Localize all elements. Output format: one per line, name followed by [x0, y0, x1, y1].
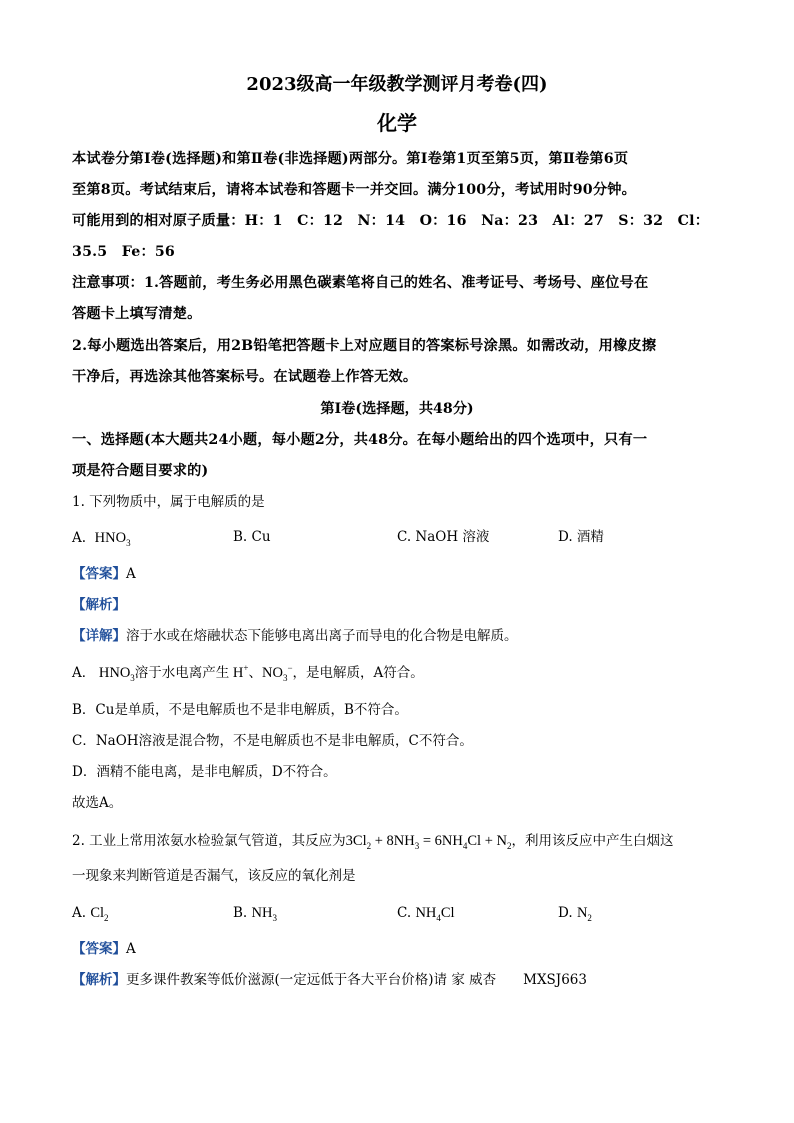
q2-answer	[72, 943, 136, 957]
q1-detail-text: 溶于水或在熔融状态下能够电离出离子而导电的化合物是电解质。	[126, 628, 518, 644]
n2-formula: $N_2$	[576, 905, 592, 923]
intro-line-2: 至第8页。考试结束后，请将本试卷和答题卡一并交回。满分100分，考试用时90分钟。	[72, 182, 636, 198]
q2-option-c	[397, 906, 455, 921]
q2-stem-2: 一现象来判断管道是否漏气，该反应的氧化剂是	[72, 868, 356, 884]
q1-explain-a-end: ，是电解质，A符合。	[292, 665, 424, 681]
q1-option-c: C. NaOH 溶液	[397, 529, 490, 545]
q1-option-d: D. 酒精	[558, 529, 604, 545]
q1-conclusion: 故选A。	[72, 795, 123, 811]
q2-option-a	[72, 906, 109, 921]
intro-line-1: 本试卷分第Ⅰ卷(选择题)和第Ⅱ卷(非选择题)两部分。第Ⅰ卷第1页至第5页，第Ⅱ卷第6页	[72, 151, 629, 167]
q2-option-b-label: B.	[233, 905, 248, 921]
q2-answer-value: A	[126, 941, 136, 957]
detail-tag: 【详解】	[72, 628, 126, 644]
q2-option-b	[233, 906, 277, 921]
atomic-mass-line-2: 35.5 Fe：56	[72, 244, 175, 260]
hno3-formula: $HNO_3$	[94, 530, 131, 548]
q1-option-a	[72, 531, 131, 546]
q1-explain-c: C．NaOH溶液是混合物，不是电解质也不是非电解质，C不符合。	[72, 733, 473, 749]
q2-option-c-label: C.	[397, 905, 412, 921]
analysis-tag: 【解析】	[72, 972, 126, 988]
q1-explain-d: D．酒精不能电离，是非电解质，D不符合。	[72, 764, 337, 780]
reaction-equation: $3Cl_2 + 8NH_3 = 6NH_4Cl + N_2$	[345, 833, 512, 851]
q1-explain-a-prefix: A．	[72, 665, 96, 681]
q1-stem: 1. 下列物质中，属于电解质的是	[72, 494, 265, 510]
nh4cl-formula: $NH_4Cl$	[415, 905, 455, 923]
q1-explain-a-sep: 、	[248, 665, 262, 681]
nh3-formula: $NH_3$	[251, 905, 277, 923]
q2-analysis	[72, 974, 587, 988]
q2-option-a-label: A.	[72, 905, 87, 921]
nitrate-ion: $NO_3^-$	[261, 663, 293, 683]
q2-stem-1	[72, 834, 673, 849]
q2-stem-post: ，利用该反应中产生白烟这	[511, 833, 674, 849]
answer-tag: 【答案】	[72, 941, 126, 957]
q2-option-d	[558, 906, 592, 921]
cl2-formula: $Cl_2$	[90, 905, 109, 923]
section-desc-1: 一、选择题(本大题共24小题，每小题2分，共48分。在每小题给出的四个选项中，只有一	[72, 432, 648, 448]
q1-explain-a-mid: 溶于水电离产生	[134, 665, 230, 681]
q2-stem-pre: 2. 工业上常用浓氨水检验氯气管道，其反应为	[72, 833, 346, 849]
q1-option-b: B. Cu	[233, 529, 271, 545]
exam-title: 2023级高一年级教学测评月考卷(四)	[246, 74, 548, 95]
notice-line-3: 2.每小题选出答案后，用2B铅笔把答题卡上对应题目的答案标号涂黑。如需改动，用橡皮擦	[72, 338, 657, 354]
q1-option-a-label: A.	[72, 530, 87, 546]
q1-answer-value: A	[126, 566, 136, 582]
answer-tag: 【答案】	[72, 566, 126, 582]
q2-option-d-label: D.	[558, 905, 573, 921]
subject-title: 化学	[377, 111, 417, 135]
section-desc-2: 项是符合题目要求的)	[72, 463, 209, 479]
q1-detail	[72, 630, 518, 644]
hno3-formula: $HNO_3$	[95, 665, 135, 683]
notice-line-1: 注意事项：1.答题前，考生务必用黑色碳素笔将自己的姓名、准考证号、考场号、座位号在	[72, 275, 649, 291]
notice-line-4: 干净后，再选涂其他答案标号。在试题卷上作答无效。	[72, 369, 418, 385]
q2-analysis-note: 更多课件教案等低价滋源(一定远低于各大平台价格)请 家 威杏 MXSJ663	[126, 972, 587, 988]
q1-explain-b: B．Cu是单质，不是电解质也不是非电解质，B不符合。	[72, 702, 408, 718]
h-plus-ion: H+	[229, 663, 249, 681]
section-heading: 第Ⅰ卷(选择题，共48分)	[320, 401, 474, 417]
q1-answer	[72, 568, 136, 582]
notice-line-2: 答题卡上填写清楚。	[72, 306, 202, 322]
atomic-mass-line-1: 可能用到的相对原子质量：H：1 C：12 N：14 O：16 Na：23 Al：27 S：32 Cl：	[72, 213, 710, 229]
q1-analysis	[72, 599, 126, 613]
analysis-tag: 【解析】	[72, 597, 126, 613]
q1-explain-a	[72, 663, 424, 683]
